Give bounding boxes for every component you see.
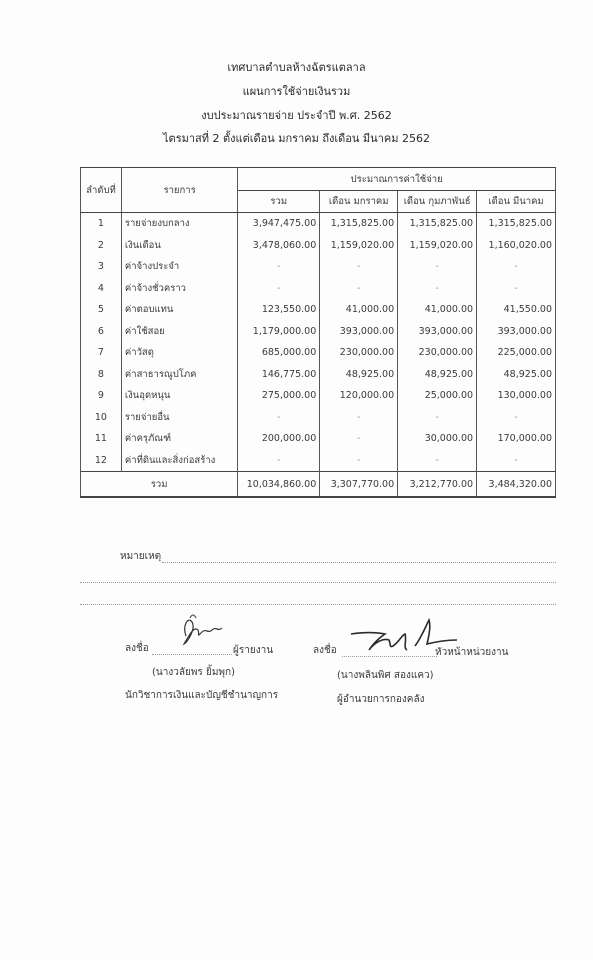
- row-march: 225,000.00: [477, 342, 556, 364]
- row-february: 1,315,825.00: [398, 213, 477, 235]
- table-row: [81, 364, 556, 386]
- row-february: -: [398, 450, 477, 472]
- row-january: 48,925.00: [320, 364, 398, 386]
- sum-february: 3,212,770.00: [398, 472, 477, 498]
- row-february: 1,159,020.00: [398, 235, 477, 257]
- table-row: [81, 428, 556, 450]
- row-march: -: [477, 278, 556, 300]
- table-row: [81, 342, 556, 364]
- header-january: เดือน มกราคม: [320, 191, 398, 213]
- row-no: 3: [81, 256, 122, 278]
- left-handwritten-signature: [178, 612, 224, 652]
- row-item: เงินอุดหนุน: [121, 385, 237, 407]
- remarks-label: หมายเหตุ: [120, 551, 162, 562]
- row-january: -: [320, 278, 398, 300]
- row-february: 30,000.00: [398, 428, 477, 450]
- sum-total: 10,034,860.00: [238, 472, 320, 498]
- left-sign-line: [152, 654, 232, 655]
- row-february: -: [398, 407, 477, 429]
- row-march: 1,160,020.00: [477, 235, 556, 257]
- right-position: ผู้อำนวยการกองคลัง: [337, 694, 425, 705]
- row-march: 170,000.00: [477, 428, 556, 450]
- row-total: 1,179,000.00: [238, 321, 320, 343]
- table-row: [81, 385, 556, 407]
- row-march: 393,000.00: [477, 321, 556, 343]
- header-march: เดือน มีนาคม: [477, 191, 556, 213]
- row-february: 41,000.00: [398, 299, 477, 321]
- row-march: 41,550.00: [477, 299, 556, 321]
- row-february: 393,000.00: [398, 321, 477, 343]
- row-no: 8: [81, 364, 122, 386]
- row-no: 7: [81, 342, 122, 364]
- row-march: -: [477, 407, 556, 429]
- row-total: 146,775.00: [238, 364, 320, 386]
- table-row: [81, 450, 556, 472]
- row-march: 48,925.00: [477, 364, 556, 386]
- row-total: 3,478,060.00: [238, 235, 320, 257]
- table-row: [81, 235, 556, 257]
- spending-plan-table: [80, 167, 556, 498]
- row-february: 230,000.00: [398, 342, 477, 364]
- row-february: 48,925.00: [398, 364, 477, 386]
- row-total: 200,000.00: [238, 428, 320, 450]
- right-role: หัวหน้าหน่วยงาน: [435, 647, 509, 658]
- table-row: [81, 256, 556, 278]
- row-item: ค่าที่ดินและสิ่งก่อสร้าง: [121, 450, 237, 472]
- row-no: 12: [81, 450, 122, 472]
- document-title: แผนการใช้จ่ายเงินรวม: [242, 85, 351, 98]
- right-name: (นางพลินพิศ สองแคว): [337, 670, 434, 681]
- table-row: [81, 321, 556, 343]
- row-january: -: [320, 428, 398, 450]
- table-row: [81, 407, 556, 429]
- row-january: 41,000.00: [320, 299, 398, 321]
- row-february: 25,000.00: [398, 385, 477, 407]
- row-january: -: [320, 407, 398, 429]
- row-item: ค่าตอบแทน: [121, 299, 237, 321]
- left-position: นักวิชาการเงินและบัญชีชำนาญการ: [125, 690, 279, 701]
- row-item: ค่าครุภัณฑ์: [121, 428, 237, 450]
- header-no: ลำดับที่: [81, 168, 122, 213]
- row-january: -: [320, 256, 398, 278]
- row-january: 1,315,825.00: [320, 213, 398, 235]
- row-no: 9: [81, 385, 122, 407]
- row-item: ค่าสาธารณูปโภค: [121, 364, 237, 386]
- header-total: รวม: [238, 191, 320, 213]
- right-sign-prefix: ลงชื่อ: [313, 645, 337, 656]
- total-label: รวม: [81, 472, 238, 498]
- row-january: -: [320, 450, 398, 472]
- left-name: (นางวลัยพร ยิ้มพุก): [152, 667, 235, 678]
- row-no: 4: [81, 278, 122, 300]
- row-total: -: [238, 278, 320, 300]
- header-item: รายการ: [121, 168, 237, 213]
- left-sign-prefix: ลงชื่อ: [125, 643, 149, 654]
- row-no: 1: [81, 213, 122, 235]
- row-no: 11: [81, 428, 122, 450]
- row-item: เงินเดือน: [121, 235, 237, 257]
- row-total: 123,550.00: [238, 299, 320, 321]
- header-february: เดือน กุมภาพันธ์: [398, 191, 477, 213]
- row-total: -: [238, 256, 320, 278]
- row-february: -: [398, 256, 477, 278]
- remarks-line-1: [162, 562, 556, 563]
- row-total: -: [238, 450, 320, 472]
- header-estimate-group: ประมาณการค่าใช้จ่าย: [238, 168, 556, 191]
- table-row: [81, 278, 556, 300]
- row-item: รายจ่ายอื่น: [121, 407, 237, 429]
- sum-march: 3,484,320.00: [477, 472, 556, 498]
- row-total: -: [238, 407, 320, 429]
- row-january: 1,159,020.00: [320, 235, 398, 257]
- table-row: [81, 299, 556, 321]
- row-march: 130,000.00: [477, 385, 556, 407]
- table-row: [81, 213, 556, 235]
- row-total: 275,000.00: [238, 385, 320, 407]
- row-february: -: [398, 278, 477, 300]
- row-total: 3,947,475.00: [238, 213, 320, 235]
- row-march: 1,315,825.00: [477, 213, 556, 235]
- row-march: -: [477, 450, 556, 472]
- total-row: [81, 472, 556, 498]
- remarks-line-2: [80, 582, 556, 583]
- row-january: 230,000.00: [320, 342, 398, 364]
- row-no: 2: [81, 235, 122, 257]
- org-name: เทศบาลตำบลห้างฉัตรแตลาล: [227, 61, 366, 74]
- row-item: ค่าจ้างประจำ: [121, 256, 237, 278]
- row-march: -: [477, 256, 556, 278]
- period-line: ไตรมาสที่ 2 ตั้งแต่เดือน มกราคม ถึงเดือน มีนาคม 2562: [163, 132, 430, 145]
- row-item: รายจ่ายงบกลาง: [121, 213, 237, 235]
- sum-january: 3,307,770.00: [320, 472, 398, 498]
- row-january: 393,000.00: [320, 321, 398, 343]
- right-sign-line: [342, 656, 437, 657]
- budget-year: งบประมาณรายจ่าย ประจำปี พ.ศ. 2562: [201, 109, 392, 122]
- row-january: 120,000.00: [320, 385, 398, 407]
- remarks-line-3: [80, 604, 556, 605]
- row-item: ค่าใช้สอย: [121, 321, 237, 343]
- row-total: 685,000.00: [238, 342, 320, 364]
- row-no: 5: [81, 299, 122, 321]
- row-no: 6: [81, 321, 122, 343]
- left-role: ผู้รายงาน: [233, 645, 274, 656]
- row-item: ค่าจ้างชั่วคราว: [121, 278, 237, 300]
- row-item: ค่าวัสดุ: [121, 342, 237, 364]
- row-no: 10: [81, 407, 122, 429]
